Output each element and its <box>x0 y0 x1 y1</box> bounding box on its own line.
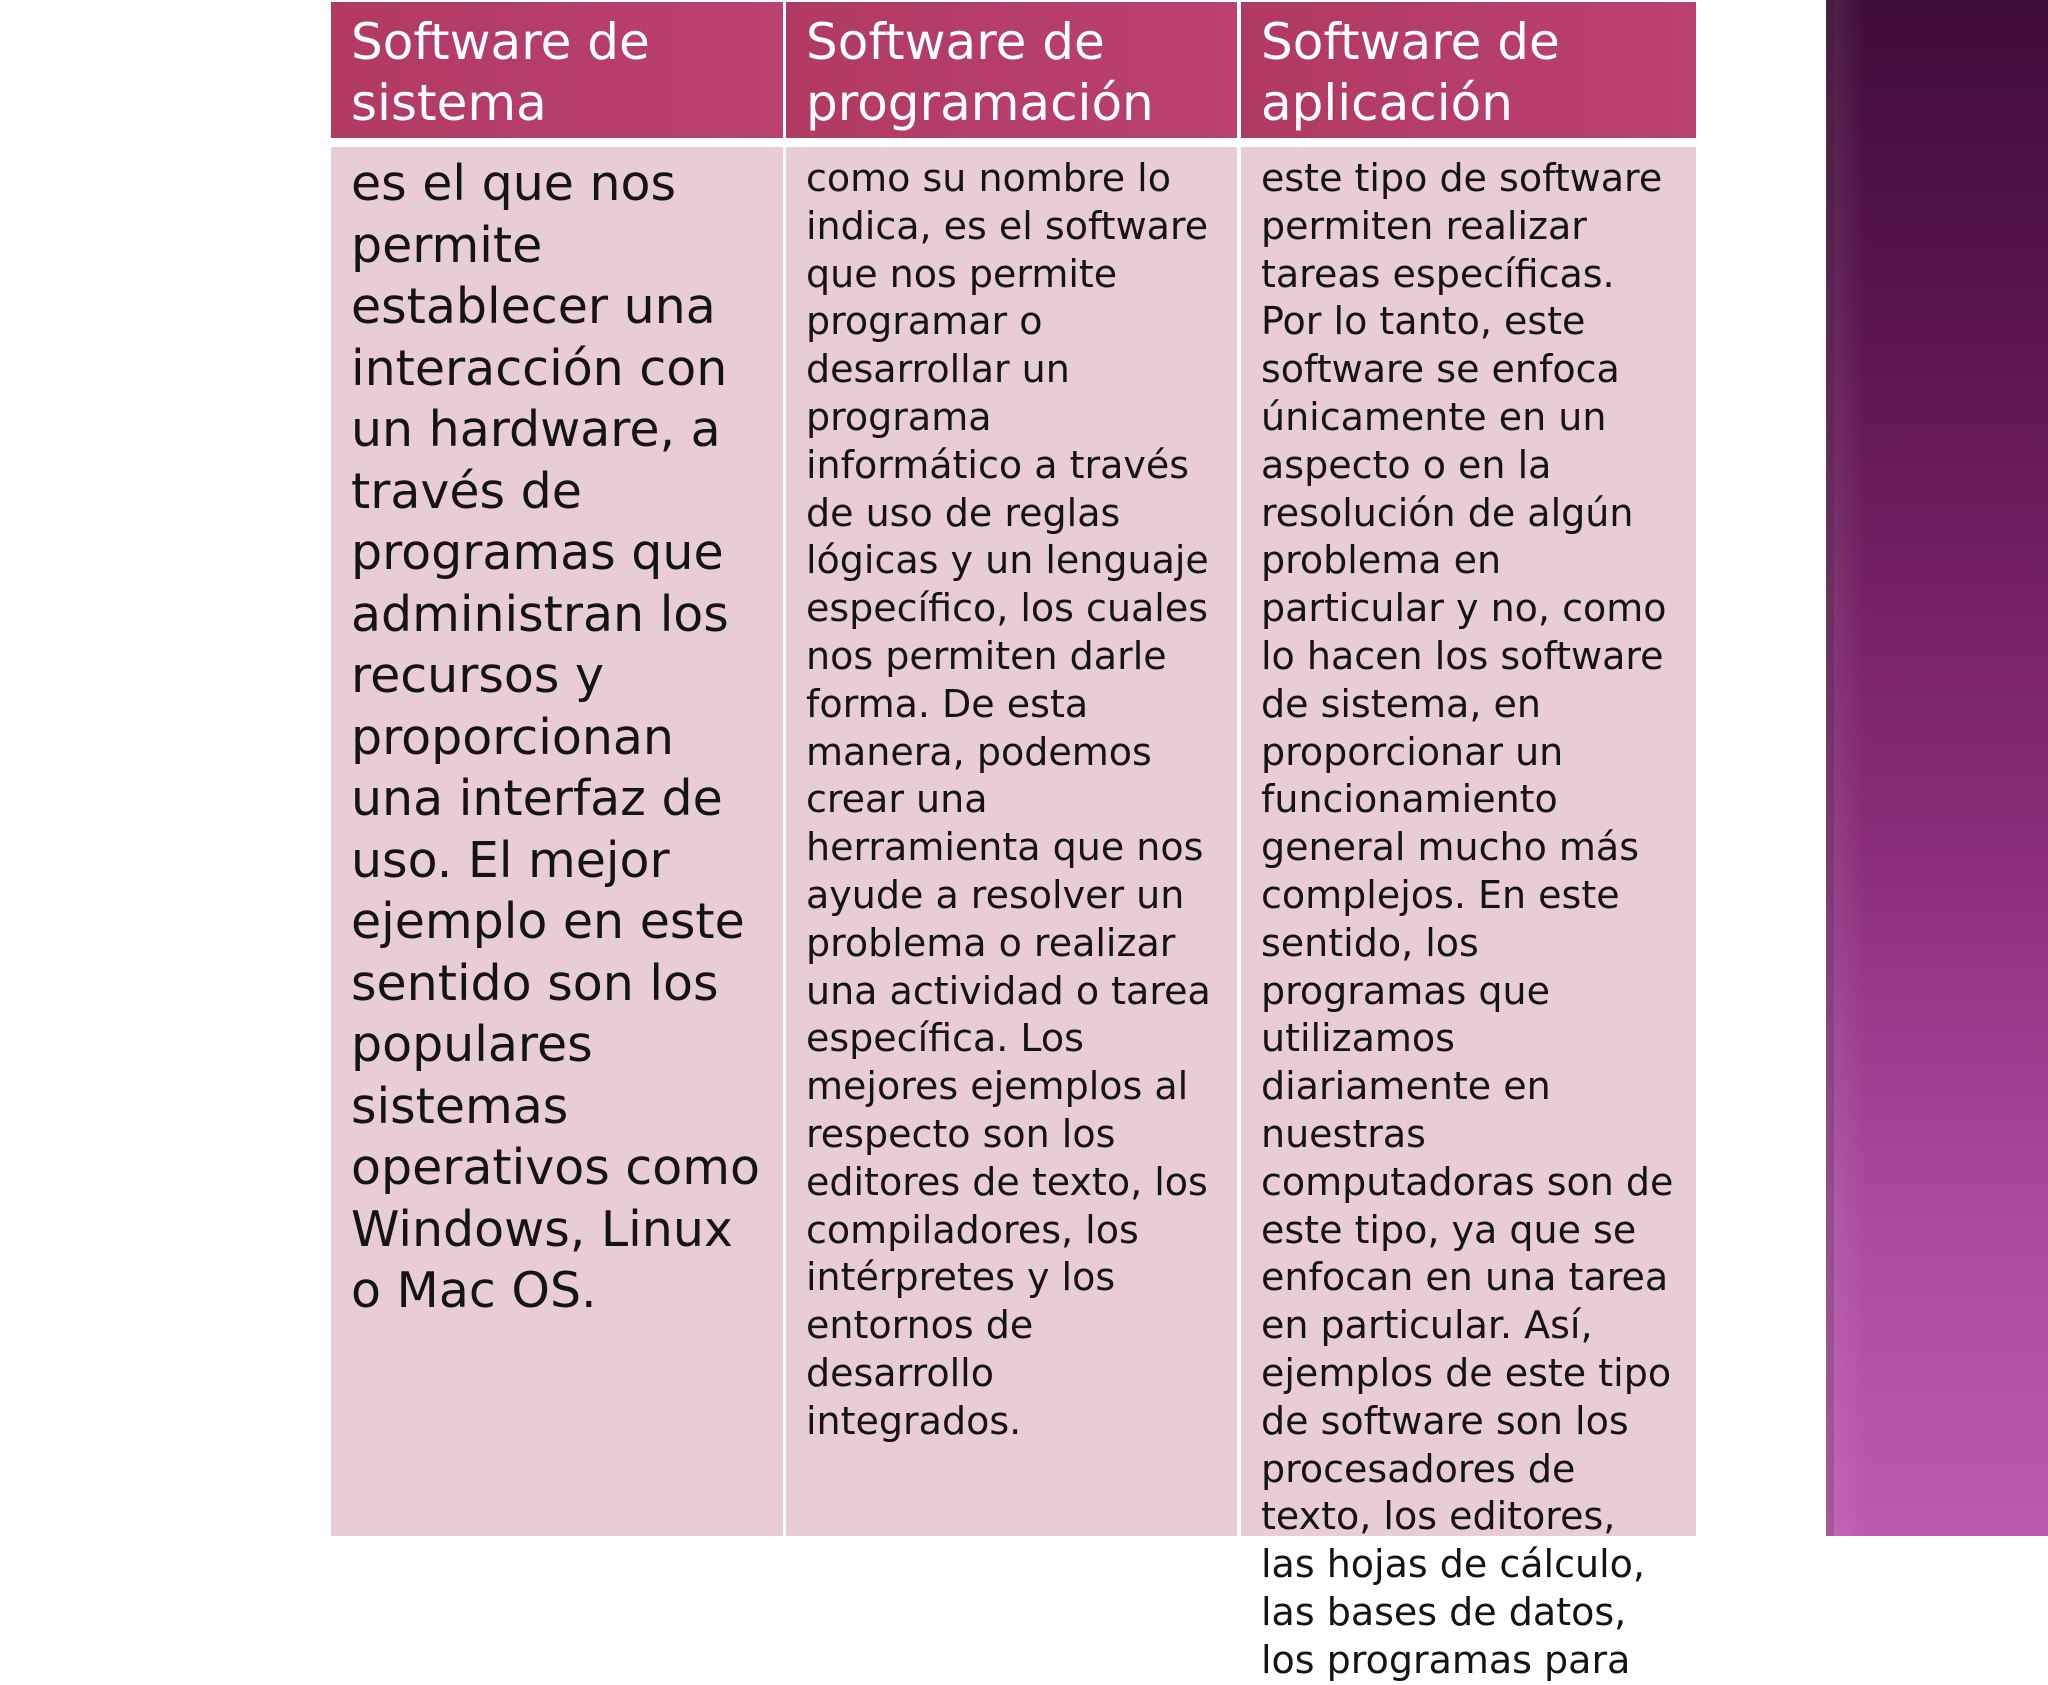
comparison-table <box>331 0 1696 1682</box>
header-software-de-aplicacion: Software de aplicación <box>1241 2 1696 138</box>
cell-text: como su nombre lo indica, es el software que nos permite programar o desarrollar un programa informático a través de uso de reglas lógicas y un lenguaje específico, los cuales nos permiten darle forma. De esta manera, podemos crear una herramienta que nos ayude a resolver un problema o realizar una actividad o tarea específica. Los mejores ejemplos al respecto son los editores de texto, los compiladores, los intérpretes y los entornos de desarrollo integrados. <box>806 156 1211 1443</box>
cell-software-de-sistema <box>331 147 783 1536</box>
cell-software-de-aplicacion <box>1241 147 1696 1682</box>
cell-text: este tipo de software permiten realizar tareas específicas. Por lo tanto, este software se enfoca únicamente en un aspecto o en la resolución de algún problema en particular y no, como lo hacen los software de sistema, en proporcionar un funcionamiento general mucho más complejos. En este sentido, los programas que utilizamos diariamente en nuestras computadoras son de este tipo, ya que se enfocan en una tarea en particular. Así, ejemplos de este tipo de software son los procesadores de texto, los editores, las hojas de cálculo, las bases de datos, los programas para <box>1261 156 1674 1682</box>
header-software-de-programacion: Software de programación <box>786 2 1237 138</box>
cell-software-de-programacion <box>786 147 1237 1536</box>
header-software-de-sistema: Software de sistema <box>331 2 783 138</box>
cell-text: es el que nos permite establecer una interacción con un hardware, a través de programas que administran los recursos y proporcionan una interfaz de uso. El mejor ejemplo en este sentido son los populares sistemas operativos como Windows, Linux o Mac OS. <box>351 155 760 1319</box>
decorative-side-band <box>1826 0 2048 1536</box>
side-band-sheen <box>1786 0 1866 1536</box>
